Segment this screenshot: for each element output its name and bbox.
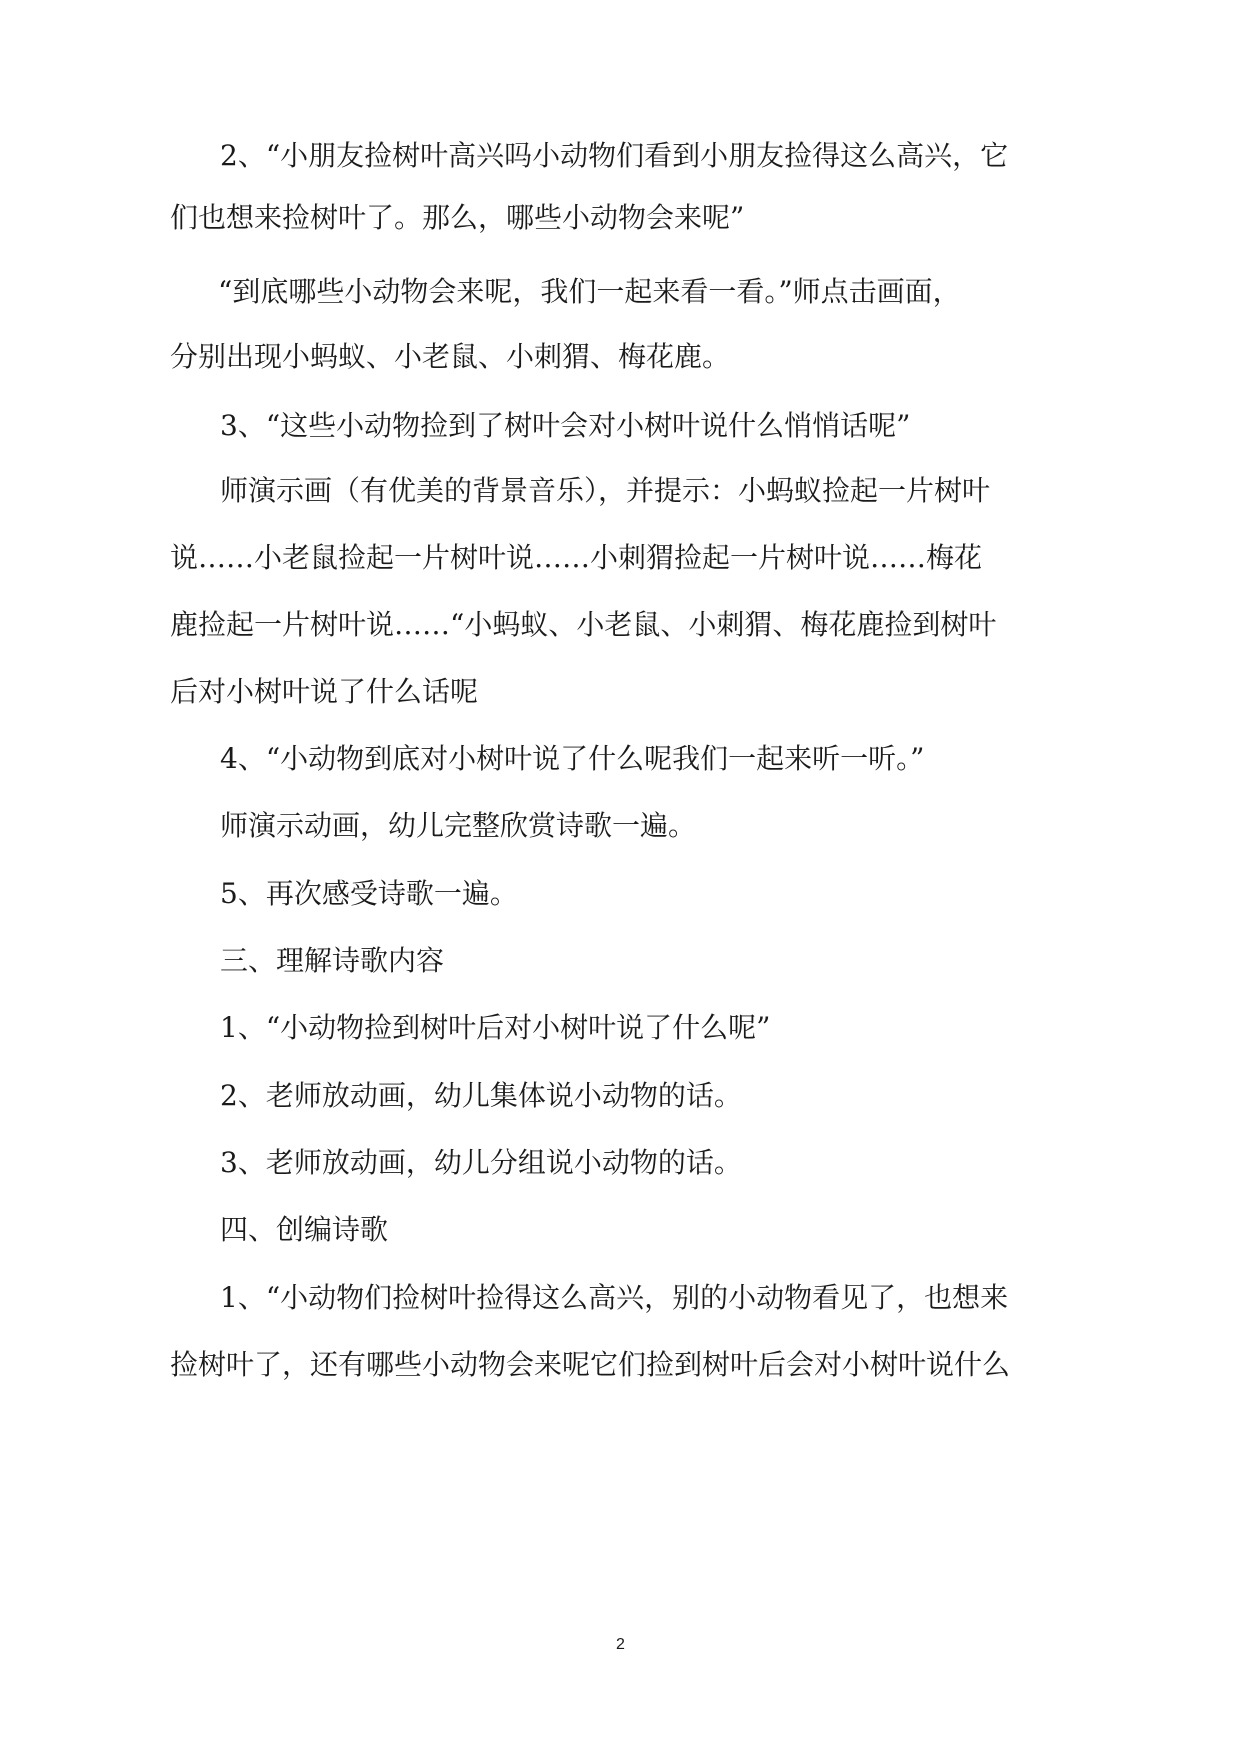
text-line: 说……小老鼠捡起一片树叶说……小刺猬捡起一片树叶说……梅花 xyxy=(170,541,983,574)
page-number: 2 xyxy=(616,1636,625,1653)
text-line: 捡树叶了，还有哪些小动物会来呢它们捡到树叶后会对小树叶说什么 xyxy=(170,1348,1011,1381)
text-line: 2、老师放动画，幼儿集体说小动物的话。 xyxy=(220,1079,742,1112)
text-line: 3、老师放动画，幼儿分组说小动物的话。 xyxy=(220,1146,742,1179)
text-line: 师演示动画，幼儿完整欣赏诗歌一遍。 xyxy=(220,809,697,842)
text-line: 4、“小动物到底对小树叶说了什么呢我们一起来听一听。” xyxy=(220,742,925,775)
section-heading: 四、创编诗歌 xyxy=(220,1213,389,1246)
text-line: 师演示画（有优美的背景音乐），并提示：小蚂蚁捡起一片树叶 xyxy=(220,474,991,507)
text-line: 5、再次感受诗歌一遍。 xyxy=(220,877,518,910)
text-line: “到底哪些小动物会来呢，我们一起来看一看。”师点击画面， xyxy=(218,275,961,308)
text-line: 后对小树叶说了什么话呢 xyxy=(170,675,479,708)
text-line: 1、“小动物捡到树叶后对小树叶说了什么呢” xyxy=(220,1011,771,1044)
section-heading: 三、理解诗歌内容 xyxy=(220,944,445,977)
text-line: 2、“小朋友捡树叶高兴吗小动物们看到小朋友捡得这么高兴，它 xyxy=(220,139,1009,172)
text-line: 们也想来捡树叶了。那么，哪些小动物会来呢” xyxy=(170,201,745,234)
text-line: 鹿捡起一片树叶说……“小蚂蚁、小老鼠、小刺猬、梅花鹿捡到树叶 xyxy=(170,608,997,641)
text-line: 分别出现小蚂蚁、小老鼠、小刺猬、梅花鹿。 xyxy=(170,340,731,373)
text-line: 1、“小动物们捡树叶捡得这么高兴，别的小动物看见了，也想来 xyxy=(220,1281,1009,1314)
text-line: 3、“这些小动物捡到了树叶会对小树叶说什么悄悄话呢” xyxy=(220,409,911,442)
